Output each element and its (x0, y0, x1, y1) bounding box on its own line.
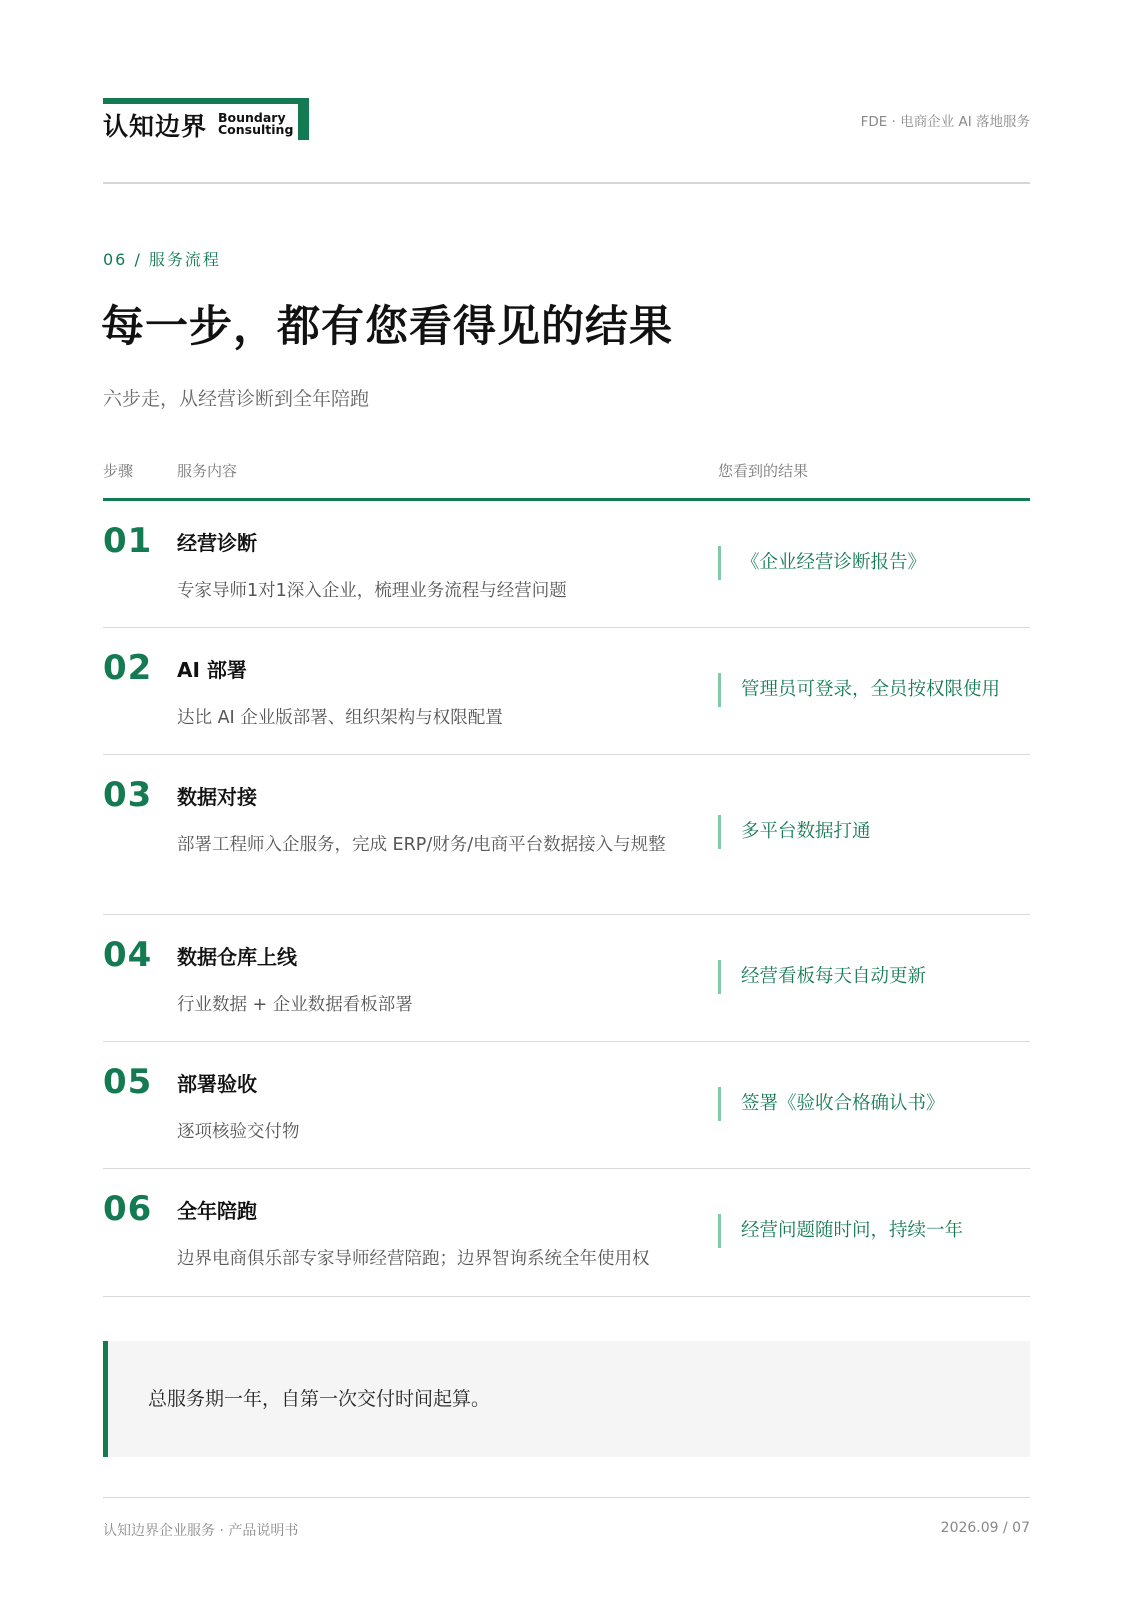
service-period-note (103, 1341, 1030, 1457)
logo-english-name (218, 112, 293, 136)
footer-divider (103, 1497, 1030, 1498)
table-row (103, 915, 1030, 1042)
step-description: 部署工程师入企服务，完成 ERP/财务/电商平台数据接入与规整 (177, 835, 666, 855)
step-number: 01 (103, 521, 153, 561)
section-label: 06 / 服务流程 (103, 250, 221, 269)
column-header-content: 服务内容 (177, 462, 238, 480)
step-result: 经营问题随时问，持续一年 (718, 1214, 963, 1248)
step-result: 管理员可登录，全员按权限使用 (718, 673, 1000, 707)
header-tagline: FDE · 电商企业 AI 落地服务 (860, 114, 1030, 130)
note-text: 总服务期一年，自第一次交付时间起算。 (148, 1388, 491, 1410)
step-description: 逐项核验交付物 (177, 1122, 300, 1142)
header-divider (103, 182, 1030, 184)
step-description: 行业数据 + 企业数据看板部署 (177, 995, 413, 1015)
step-title: 数据仓库上线 (177, 945, 297, 969)
footer-page-info: 2026.09 / 07 (940, 1520, 1030, 1536)
table-row (103, 628, 1030, 755)
logo-chinese-name: 认知边界 (103, 112, 208, 141)
step-result: 《企业经营诊断报告》 (718, 546, 926, 580)
step-number: 03 (103, 775, 153, 815)
step-number: 02 (103, 648, 153, 688)
step-result: 签署《验收合格确认书》 (718, 1087, 945, 1121)
logo-english-line2: Consulting (218, 122, 294, 137)
column-header-step: 步骤 (103, 462, 134, 480)
table-row (103, 1169, 1030, 1297)
step-number: 04 (103, 935, 153, 975)
logo-accent-edge (298, 98, 309, 140)
page-subtitle: 六步走，从经营诊断到全年陪跑 (103, 388, 370, 410)
step-title: AI 部署 (177, 658, 247, 682)
page-title: 每一步，都有您看得见的结果 (101, 302, 673, 352)
footer-document-title: 认知边界企业服务 · 产品说明书 (103, 1523, 299, 1539)
step-title: 全年陪跑 (177, 1199, 257, 1223)
logo-english-line1: Boundary (218, 110, 286, 125)
column-header-result: 您看到的结果 (718, 462, 809, 480)
step-number: 06 (103, 1189, 153, 1229)
step-description: 达比 AI 企业版部署、组织架构与权限配置 (177, 708, 503, 728)
logo-accent-bar (103, 98, 309, 104)
step-description: 边界电商俱乐部专家导师经营陪跑；边界智询系统全年使用权 (177, 1249, 650, 1269)
table-row (103, 501, 1030, 628)
table-row (103, 755, 1030, 915)
brand-logo (103, 98, 309, 140)
step-title: 经营诊断 (177, 531, 257, 555)
step-number: 05 (103, 1062, 153, 1102)
step-description: 专家导师1对1深入企业，梳理业务流程与经营问题 (177, 581, 567, 601)
step-result: 多平台数据打通 (718, 815, 871, 849)
step-result: 经营看板每天自动更新 (718, 960, 926, 994)
step-title: 数据对接 (177, 785, 257, 809)
table-row (103, 1042, 1030, 1169)
step-title: 部署验收 (177, 1072, 257, 1096)
